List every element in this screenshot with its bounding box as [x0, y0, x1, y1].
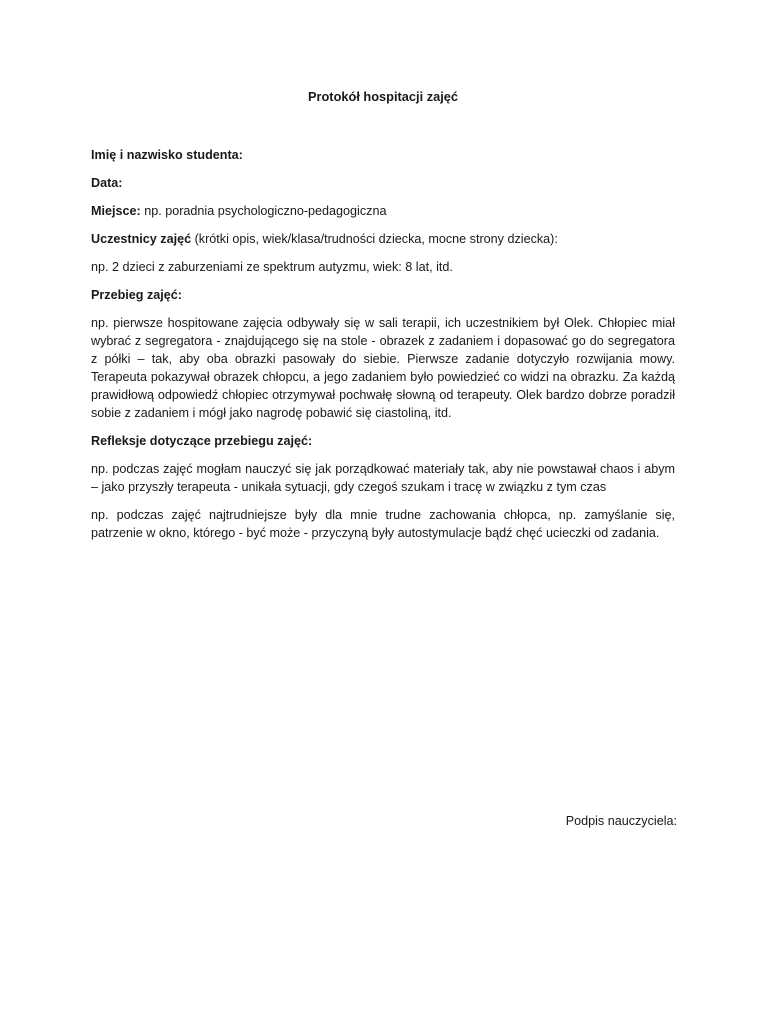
student-name-label: Imię i nazwisko studenta: [91, 148, 243, 162]
course-label: Przebieg zajęć: [91, 288, 182, 302]
document-body [91, 88, 675, 552]
reflection-paragraph-2: np. podczas zajęć najtrudniejsze były dla mnie trudne zachowania chłopca, np. zamyślanie się, patrzenie w okno, którego - być może - przyczyną były autostymulacje bądź chęć ucieczki od zadania. [91, 508, 675, 540]
reflections-line [91, 432, 675, 450]
date-line [91, 174, 675, 192]
place-value: np. poradnia psychologiczno-pedagogiczna [140, 204, 387, 218]
course-text: np. pierwsze hospitowane zajęcia odbywały się w sali terapii, ich uczestnikiem był Olek. Chłopiec miał wybrać z segregatora - znajdującego się na stole - obrazek z zadaniem i dopasować go do segregatora z półki – tak, aby oba obrazki pasowały do siebie. Pierwsze zadanie dotyczyło rozwijania mowy. Terapeuta pokazywał obrazek chłopcu, a jego zadaniem było powiedzieć co widzi na obrazku. Za każdą prawidłową odpowiedź chłopiec otrzymywał pochwałę słowną od terapeuty. Olek bardzo dobrze poradził sobie z zadaniem i mógł jako nagrodę pobawić się ciastoliną, itd. [91, 316, 675, 420]
participants-line [91, 230, 675, 248]
participants-value: np. 2 dzieci z zaburzeniami ze spektrum autyzmu, wiek: 8 lat, itd. [91, 260, 453, 274]
course-line [91, 286, 675, 304]
reflections-label: Refleksje dotyczące przebiegu zajęć: [91, 434, 313, 448]
place-line [91, 202, 675, 220]
reflection-paragraph-1: np. podczas zajęć mogłam nauczyć się jak porządkować materiały tak, aby nie powstawał chaos i abym – jako przyszły terapeuta - unikała sytuacji, gdy czegoś szukam i tracę w związku z tym czas [91, 462, 675, 494]
document-title: Protokół hospitacji zajęć [307, 89, 459, 104]
participants-label: Uczestnicy zajęć [91, 232, 192, 246]
date-label: Data: [91, 176, 123, 190]
teacher-signature-label: Podpis nauczyciela: [565, 814, 677, 828]
place-label: Miejsce: [91, 204, 141, 218]
participants-hint: (krótki opis, wiek/klasa/trudności dziecka, mocne strony dziecka): [191, 232, 558, 246]
student-name-line [91, 146, 675, 164]
